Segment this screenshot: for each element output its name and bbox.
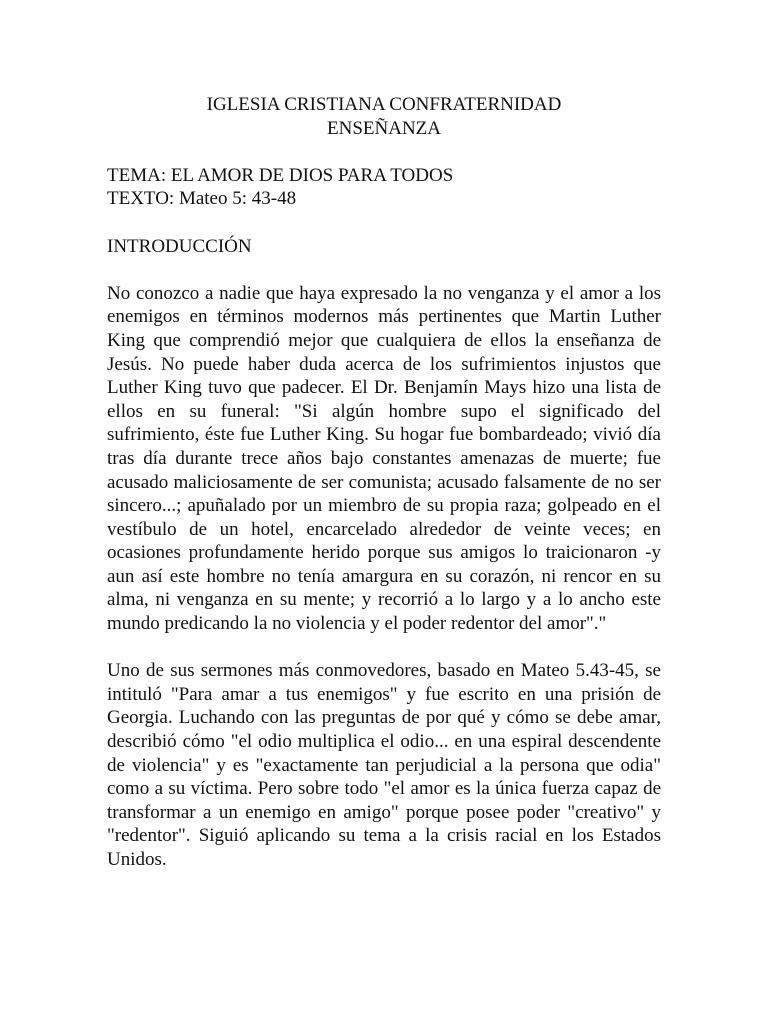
spacer — [107, 211, 661, 235]
body-paragraph-1: No conozco a nadie que haya expresado la no venganza y el amor a los enemigos en términos modernos más pertinentes que Martin Luther King que comprendió mejor que cualquiera de ellos la enseñanza de Jesús. No puede haber duda acerca de los sufrimientos injustos que Luther King tuvo que padecer. El Dr. Benjamín Mays hizo una lista de ellos en su funeral: "Si algún hombre supo el significado del sufrimiento, éste fue Luther King. Su hogar fue bombardeado; vivió día tras día durante trece años bajo constantes amenazas de muerte; fue acusado maliciosamente de ser comunista; acusado falsamente de no ser sincero...; apuñalado por un miembro de su propia raza; golpeado en el vestíbulo de un hotel, encarcelado alrededor de veinte veces; en ocasiones profundamente herido porque sus amigos lo traicionaron -y aun así este hombre no tenía amargura en su corazón, ni rencor en su alma, ni venganza en su mente; y recorrió a lo largo y a lo ancho este mundo predicando la no violencia y el poder redentor del amor"." — [107, 282, 661, 635]
spacer — [107, 636, 661, 660]
spacer — [107, 258, 661, 282]
tema-line: TEMA: EL AMOR DE DIOS PARA TODOS — [107, 164, 454, 186]
introduccion-heading: INTRODUCCIÓN — [107, 235, 252, 257]
document-page — [107, 93, 661, 872]
body-paragraph-2: Uno de sus sermones más conmovedores, basado en Mateo 5.43-45, se intituló "Para amar a tus enemigos" y fue escrito en una prisión de Georgia. Luchando con las preguntas de por qué y cómo se debe amar, describió cómo "el odio multiplica el odio... en una espiral descendente de violencia" y es "exactamente tan perjudicial a la persona que odia" como a su víctima. Pero sobre todo "el amor es la única fuerza capaz de transformar a un enemigo en amigo" porque posee poder "creativo" y "redentor". Siguió aplicando su tema a la crisis racial en los Estados Unidos. — [107, 660, 661, 870]
texto-line: TEXTO: Mateo 5: 43-48 — [107, 188, 297, 210]
spacer — [107, 140, 661, 164]
section-title: ENSEÑANZA — [327, 117, 441, 139]
church-title: IGLESIA CRISTIANA CONFRATERNIDAD — [206, 94, 562, 115]
